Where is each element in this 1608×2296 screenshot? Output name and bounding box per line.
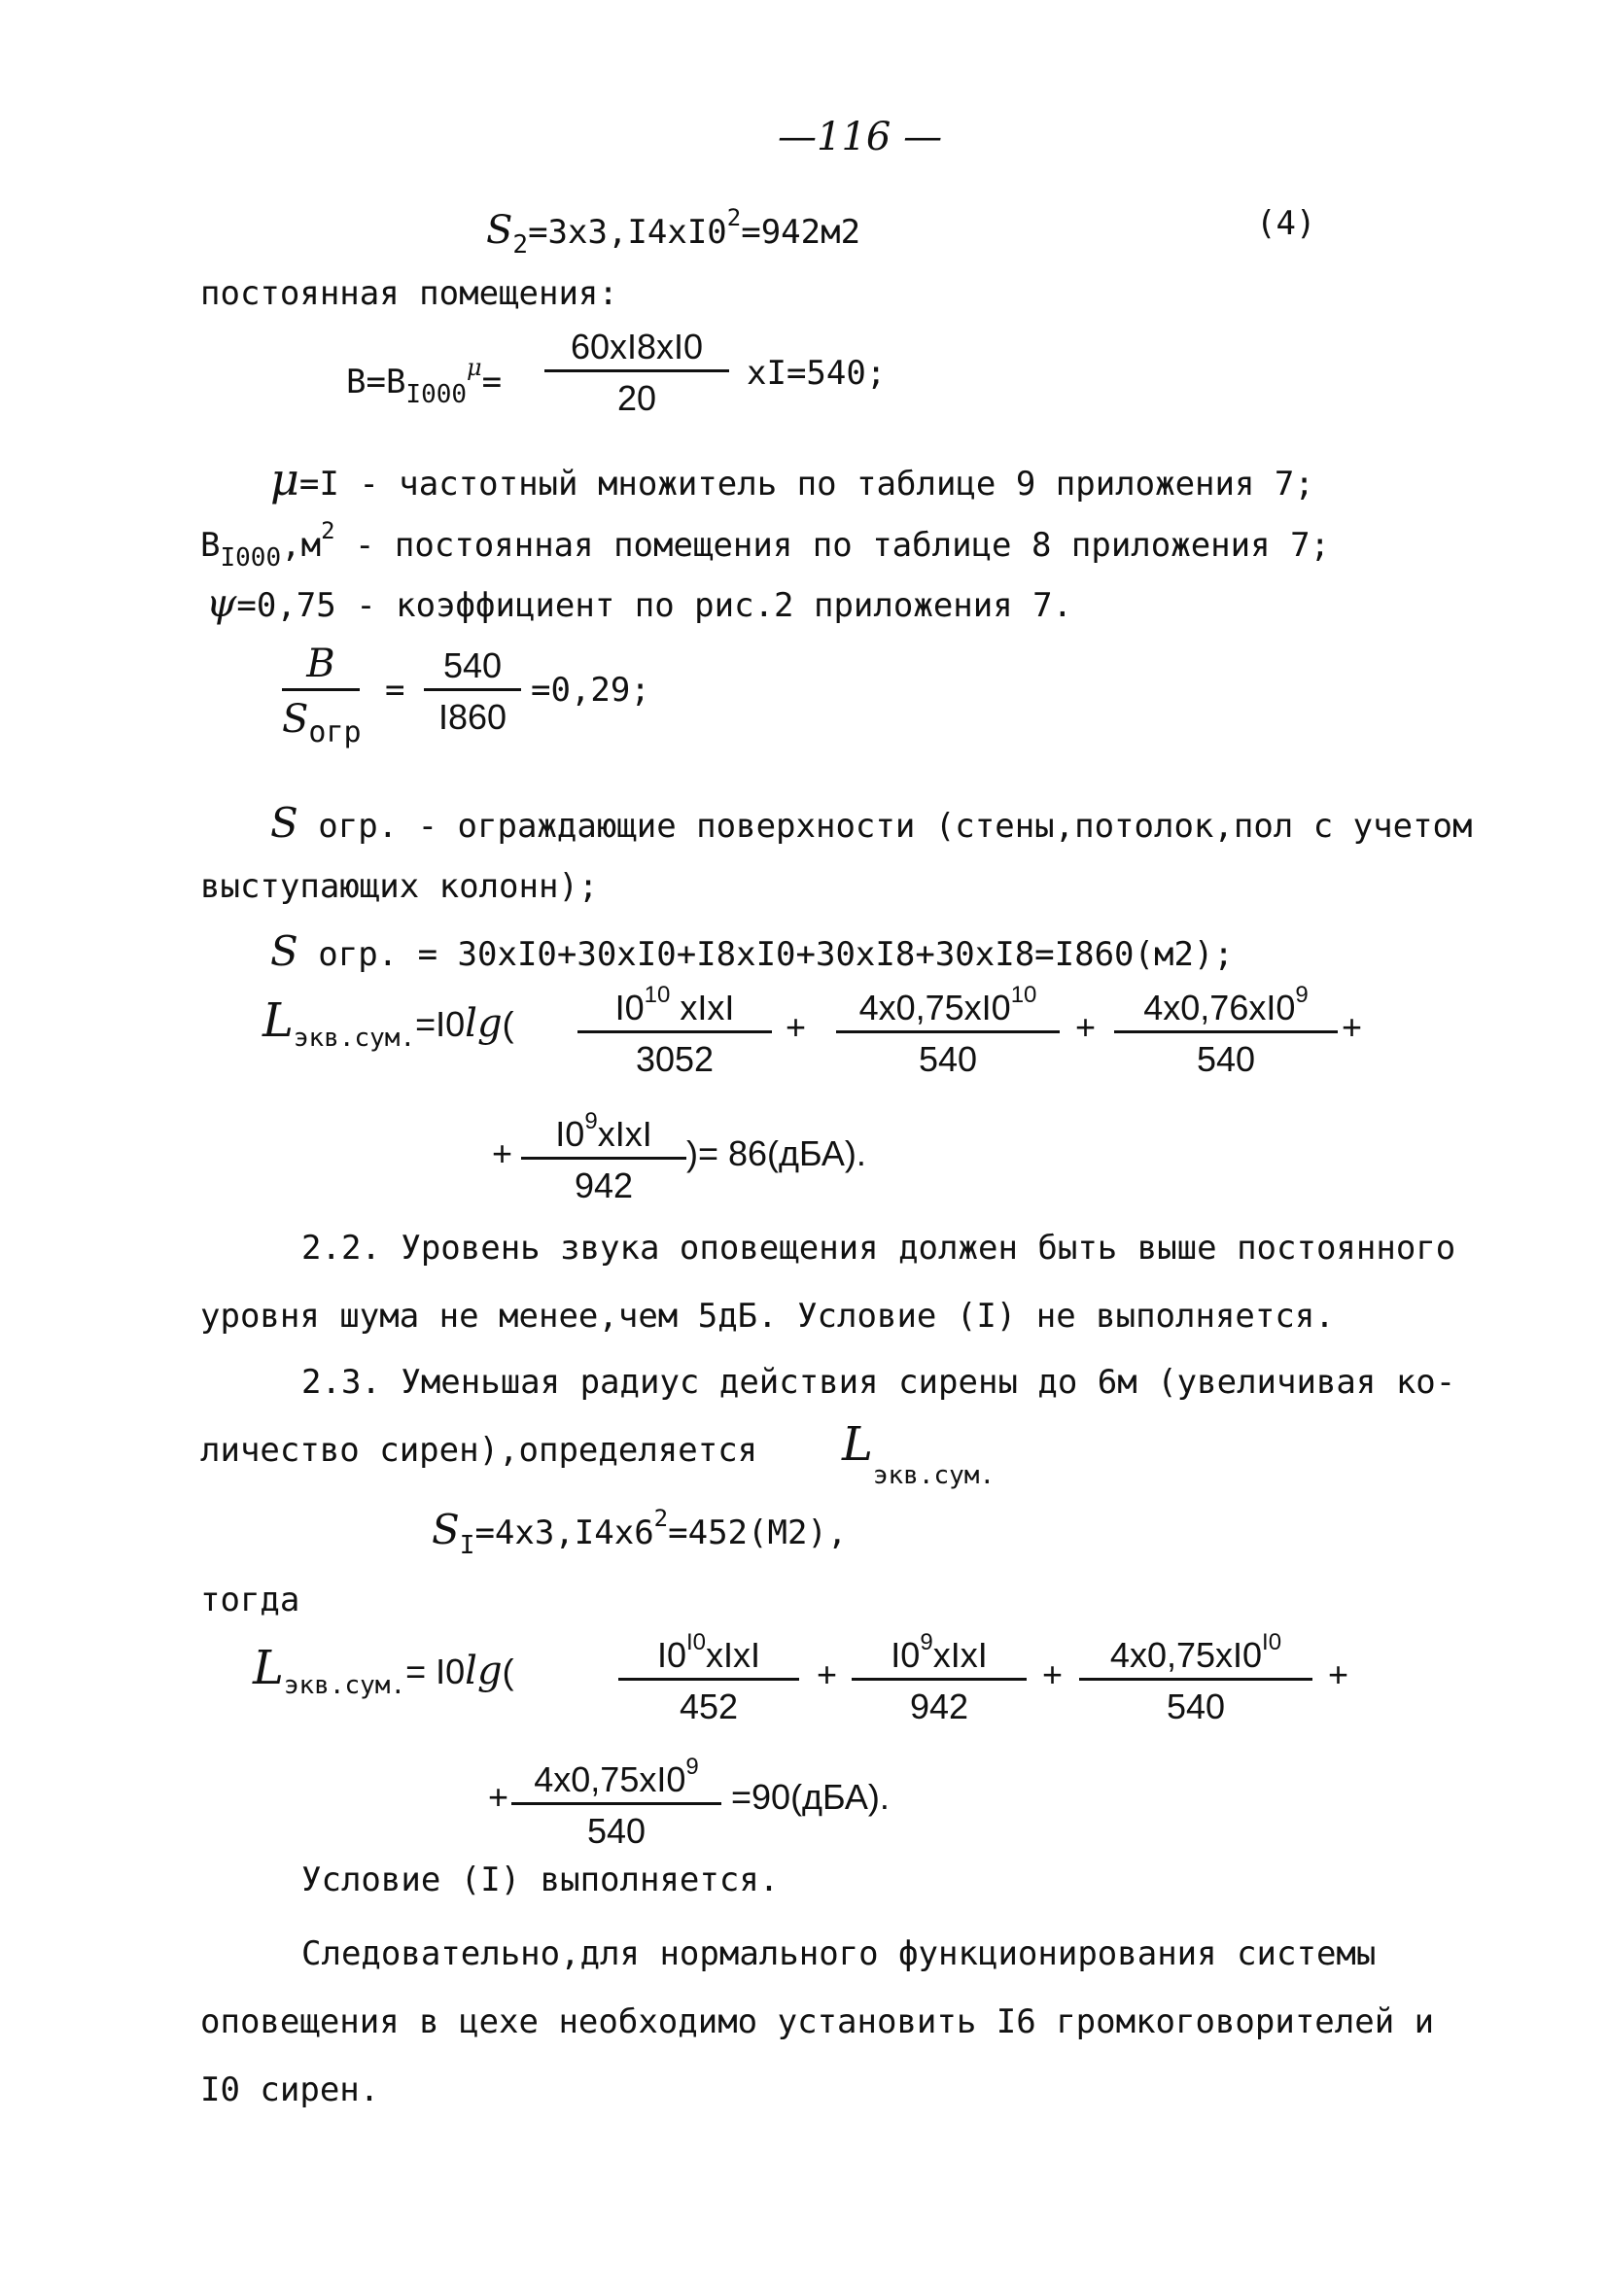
l1-eq: =I0 <box>415 1004 466 1044</box>
l2-f3-num-wrap <box>1079 1629 1312 1681</box>
s1-text-a: =4x3,I4x6 <box>474 1513 654 1552</box>
b-formula-lhs <box>346 354 502 409</box>
then-label: тогда <box>200 1581 300 1619</box>
l1-f4-num-tail: xIxI <box>597 1114 652 1154</box>
eq4-s-subscript: 2 <box>512 230 529 260</box>
eq4-rhs-b: =942м2 <box>741 213 861 252</box>
l2-fraction-3 <box>1079 1629 1312 1727</box>
l2-lg: lg <box>465 1649 503 1693</box>
b1000-subscript: I000 <box>220 543 282 573</box>
s1-subscript: I <box>459 1531 475 1560</box>
l1-symbol: L <box>262 993 294 1048</box>
s-ogr-definition-line2: выступающих колонн); <box>200 867 599 906</box>
equation-4-number: (4) <box>1256 204 1316 243</box>
b-formula-tail: xI=540; <box>747 354 887 393</box>
ratio-num: 540 <box>424 645 521 691</box>
l2-lhs <box>253 1641 514 1700</box>
psi-symbol: ψ <box>206 581 237 626</box>
l1-close: )= 86(дБА). <box>686 1133 866 1173</box>
l2-f3-den: 540 <box>1166 1687 1226 1726</box>
s1-sup: 2 <box>653 1505 669 1532</box>
l2-f4-sup: 9 <box>685 1754 699 1780</box>
l1-f4-num: I0 <box>555 1114 585 1154</box>
l1-f1-den: 3052 <box>635 1039 715 1079</box>
para-2-3-l-symbol: L <box>842 1417 873 1472</box>
b1000-definition <box>200 517 1330 573</box>
l1-f1-sup: 10 <box>644 982 671 1008</box>
l2-f2-num: I0 <box>891 1635 921 1675</box>
eq4-s-symbol: S <box>486 208 513 253</box>
l1-f4-den: 942 <box>574 1165 634 1205</box>
l1-f2-den: 540 <box>918 1039 978 1079</box>
l1-f4-sup: 9 <box>584 1108 598 1134</box>
b-formula-subscript: I000 <box>405 380 468 409</box>
para-2-3-line1: 2.3. Уменьшая радиус действия сирены до 6м (увеличивая ко- <box>301 1363 1456 1402</box>
equation-4 <box>486 204 860 260</box>
s1-formula <box>432 1505 847 1560</box>
l2-fraction-1 <box>618 1629 799 1727</box>
l2-f4-prefix: + <box>488 1777 509 1817</box>
l2-fraction-2 <box>852 1629 1027 1727</box>
b-formula-b: B=B <box>346 363 406 401</box>
l2-f4-num-wrap <box>511 1754 721 1805</box>
ratio-s: S <box>282 697 309 742</box>
l2-plus-1: + <box>817 1654 838 1694</box>
b-formula-numerator: 60xI8xI0 <box>544 327 729 372</box>
b-formula-eq: = <box>481 363 503 401</box>
para-2-3-l-term <box>842 1417 995 1490</box>
page-number: —116 — <box>778 115 943 159</box>
l2-f4-den: 540 <box>586 1811 647 1851</box>
l2-f3-sup: I0 <box>1262 1629 1282 1655</box>
ratio-eq: = <box>385 671 405 710</box>
ratio-s-wrap <box>282 691 360 749</box>
l1-lg: lg <box>465 1001 503 1046</box>
l2-plus-2: + <box>1042 1654 1064 1694</box>
mu-definition <box>270 453 1314 505</box>
l2-f2-num-wrap <box>852 1629 1027 1681</box>
b-formula-mu: μ <box>467 354 482 381</box>
s-ogr-calc-text: огр. = 30xI0+30xI0+I8xI0+30xI8+30xI8=I860(м2); <box>297 935 1234 974</box>
l1-f3-num: 4x0,76xI0 <box>1143 988 1296 1027</box>
b-formula-fraction <box>544 327 729 419</box>
l1-f4-num-wrap <box>521 1108 686 1160</box>
l2-f1-num-tail: xIxI <box>706 1635 761 1675</box>
l1-open: ( <box>502 1004 514 1044</box>
l2-f1-num: I0 <box>656 1635 686 1675</box>
l1-plus-3: + <box>1342 1007 1363 1047</box>
l2-eq: = I0 <box>405 1652 466 1691</box>
l2-f2-num-tail: xIxI <box>932 1635 988 1675</box>
l1-f2-num-wrap <box>836 982 1060 1033</box>
mu-text: =I - частотный множитель по таблице 9 приложения 7; <box>298 465 1314 504</box>
s-ogr-text: огр. - ограждающие поверхности (стены,потолок,пол с учетом <box>297 807 1473 846</box>
conclusion-line1: Следовательно,для нормального функционирования системы <box>301 1934 1377 1973</box>
conclusion-line3: I0 сирен. <box>200 2070 380 2109</box>
l2-f1-den: 452 <box>679 1687 739 1726</box>
l1-f1-num-tail: xIxI <box>670 988 735 1027</box>
l2-fraction-4 <box>511 1754 721 1852</box>
l2-close: =90(дБА). <box>731 1777 890 1817</box>
l1-fraction-1 <box>577 982 772 1080</box>
l1-f2-sup: 10 <box>1010 982 1037 1008</box>
l2-plus-3: + <box>1328 1654 1349 1694</box>
l1-fraction-2 <box>836 982 1060 1080</box>
s1-text-b: =452(М2), <box>668 1513 848 1552</box>
l1-f2-num: 4x0,75xI0 <box>858 988 1011 1027</box>
l2-f1-num-wrap <box>618 1629 799 1681</box>
s-ogr-calc-symbol: S <box>270 927 298 975</box>
ratio-result: =0,29; <box>531 671 650 710</box>
l1-plus-2: + <box>1075 1007 1097 1047</box>
b1000-unit-sup: 2 <box>321 517 335 544</box>
para-2-2-line1: 2.2. Уровень звука оповещения должен быть выше постоянного <box>301 1229 1456 1268</box>
psi-definition <box>206 581 1072 626</box>
room-constant-label: постоянная помещения: <box>200 274 618 313</box>
ratio-left-fraction <box>282 642 360 749</box>
para-2-3-l-subscript: экв.сум. <box>872 1461 996 1490</box>
s-ogr-calculation <box>270 927 1234 975</box>
ratio-b: B <box>282 642 360 691</box>
eq4-rhs-sup: 2 <box>726 204 742 231</box>
l2-f2-den: 942 <box>909 1687 969 1726</box>
ratio-den: I860 <box>437 697 507 737</box>
l2-f4-num: 4x0,75xI0 <box>534 1759 686 1799</box>
s1-symbol: S <box>432 1506 460 1553</box>
l1-f3-den: 540 <box>1196 1039 1256 1079</box>
ratio-s-subscript: огр <box>308 715 362 749</box>
l1-plus-4: + <box>492 1133 513 1173</box>
s-ogr-symbol: S <box>270 799 298 847</box>
para-2-3-line2: личество сирен),определяется <box>200 1431 758 1470</box>
l1-f3-sup: 9 <box>1295 982 1309 1008</box>
mu-symbol: μ <box>270 453 299 505</box>
l1-f1-num: I0 <box>614 988 645 1027</box>
ratio-right-fraction <box>424 645 521 738</box>
l1-f1-num-wrap <box>577 982 772 1033</box>
l1-lhs <box>262 993 514 1053</box>
b1000-symbol: B <box>200 526 221 565</box>
l1-subscript: экв.сум. <box>293 1024 416 1053</box>
para-2-2-line2: уровня шума не менее,чем 5дБ. Условие (I) не выполняется. <box>200 1297 1335 1336</box>
condition-satisfied: Условие (I) выполняется. <box>301 1861 780 1899</box>
l1-f3-num-wrap <box>1114 982 1338 1033</box>
b1000-unit: ,м <box>281 526 322 565</box>
eq4-rhs-a: =3x3,I4xI0 <box>528 213 727 252</box>
l2-f2-sup: 9 <box>920 1629 933 1655</box>
psi-text: =0,75 - коэффициент по рис.2 приложения 7. <box>236 586 1073 625</box>
l1-fraction-4 <box>521 1108 686 1206</box>
s-ogr-definition-line1 <box>270 799 1473 847</box>
conclusion-line2: оповещения в цехе необходимо установить I6 громкоговорителей и <box>200 2002 1435 2041</box>
l1-fraction-3 <box>1114 982 1338 1080</box>
l1-plus-1: + <box>786 1007 807 1047</box>
l2-f1-sup: I0 <box>686 1629 707 1655</box>
l2-f3-num: 4x0,75xI0 <box>1109 1635 1263 1675</box>
b1000-text: - постоянная помещения по таблице 8 приложения 7; <box>334 526 1331 565</box>
b-formula-denominator: 20 <box>616 378 657 418</box>
l2-open: ( <box>502 1652 514 1691</box>
l2-symbol: L <box>253 1641 284 1695</box>
l2-subscript: экв.сум. <box>283 1671 406 1700</box>
